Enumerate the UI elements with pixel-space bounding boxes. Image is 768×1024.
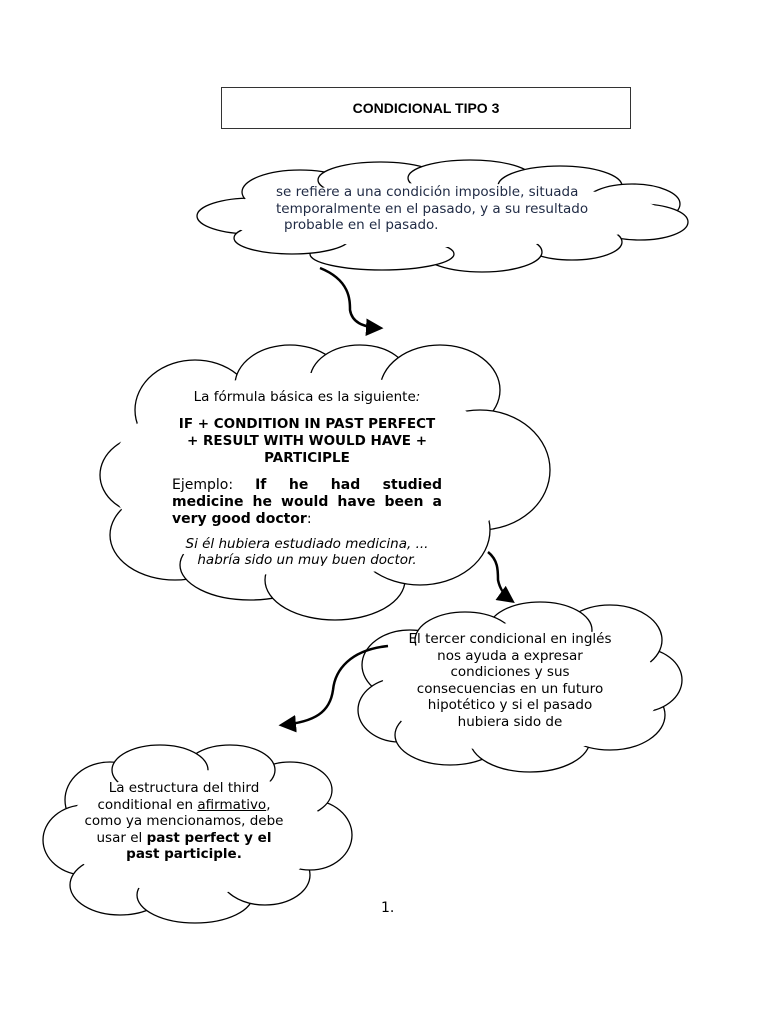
explanation-text: El tercer condicional en inglés nos ayuda a expresar condiciones y sus consecuencias en un futuro hipotético y si el pasado hubiera sido de <box>408 631 612 730</box>
example-label: Ejemplo: <box>172 476 256 493</box>
formula-intro <box>172 389 442 406</box>
definition-text <box>276 184 646 234</box>
definition-line-3: probable en el pasado. <box>284 217 439 233</box>
structure-bold: past perfect y el past participle. <box>126 829 272 862</box>
formula-intro-text: La fórmula básica es la siguiente <box>193 389 416 405</box>
formula-intro-colon: : <box>415 389 421 405</box>
structure-text <box>84 780 284 863</box>
definition-line-2: temporalmente en el pasado, y a su resultado <box>276 200 589 217</box>
definition-line-1: se refiere a una condición imposible, situada <box>276 184 579 200</box>
formula-example <box>172 477 442 528</box>
formula-rule: IF + CONDITION IN PAST PERFECT + RESULT WITH WOULD HAVE + PARTICIPLE <box>178 415 436 466</box>
example-colon: : <box>306 510 312 527</box>
arrow-2 <box>488 552 512 601</box>
example-sentence: If he had studied medicine he would have been a very good doctor <box>172 476 442 527</box>
example-translation: Si él hubiera estudiado medicina, ... habría sido un muy buen doctor. <box>185 535 429 566</box>
diagram-title: CONDICIONAL TIPO 3 <box>221 87 631 129</box>
structure-part-2: , como ya mencionamos, debe usar el <box>84 796 284 846</box>
formula-text <box>172 389 442 566</box>
structure-underlined: afirmativo <box>197 796 267 813</box>
arrow-1 <box>320 268 380 328</box>
structure-part-1: La estructura del third conditional en <box>97 780 260 813</box>
page-number: 1. <box>381 900 395 916</box>
